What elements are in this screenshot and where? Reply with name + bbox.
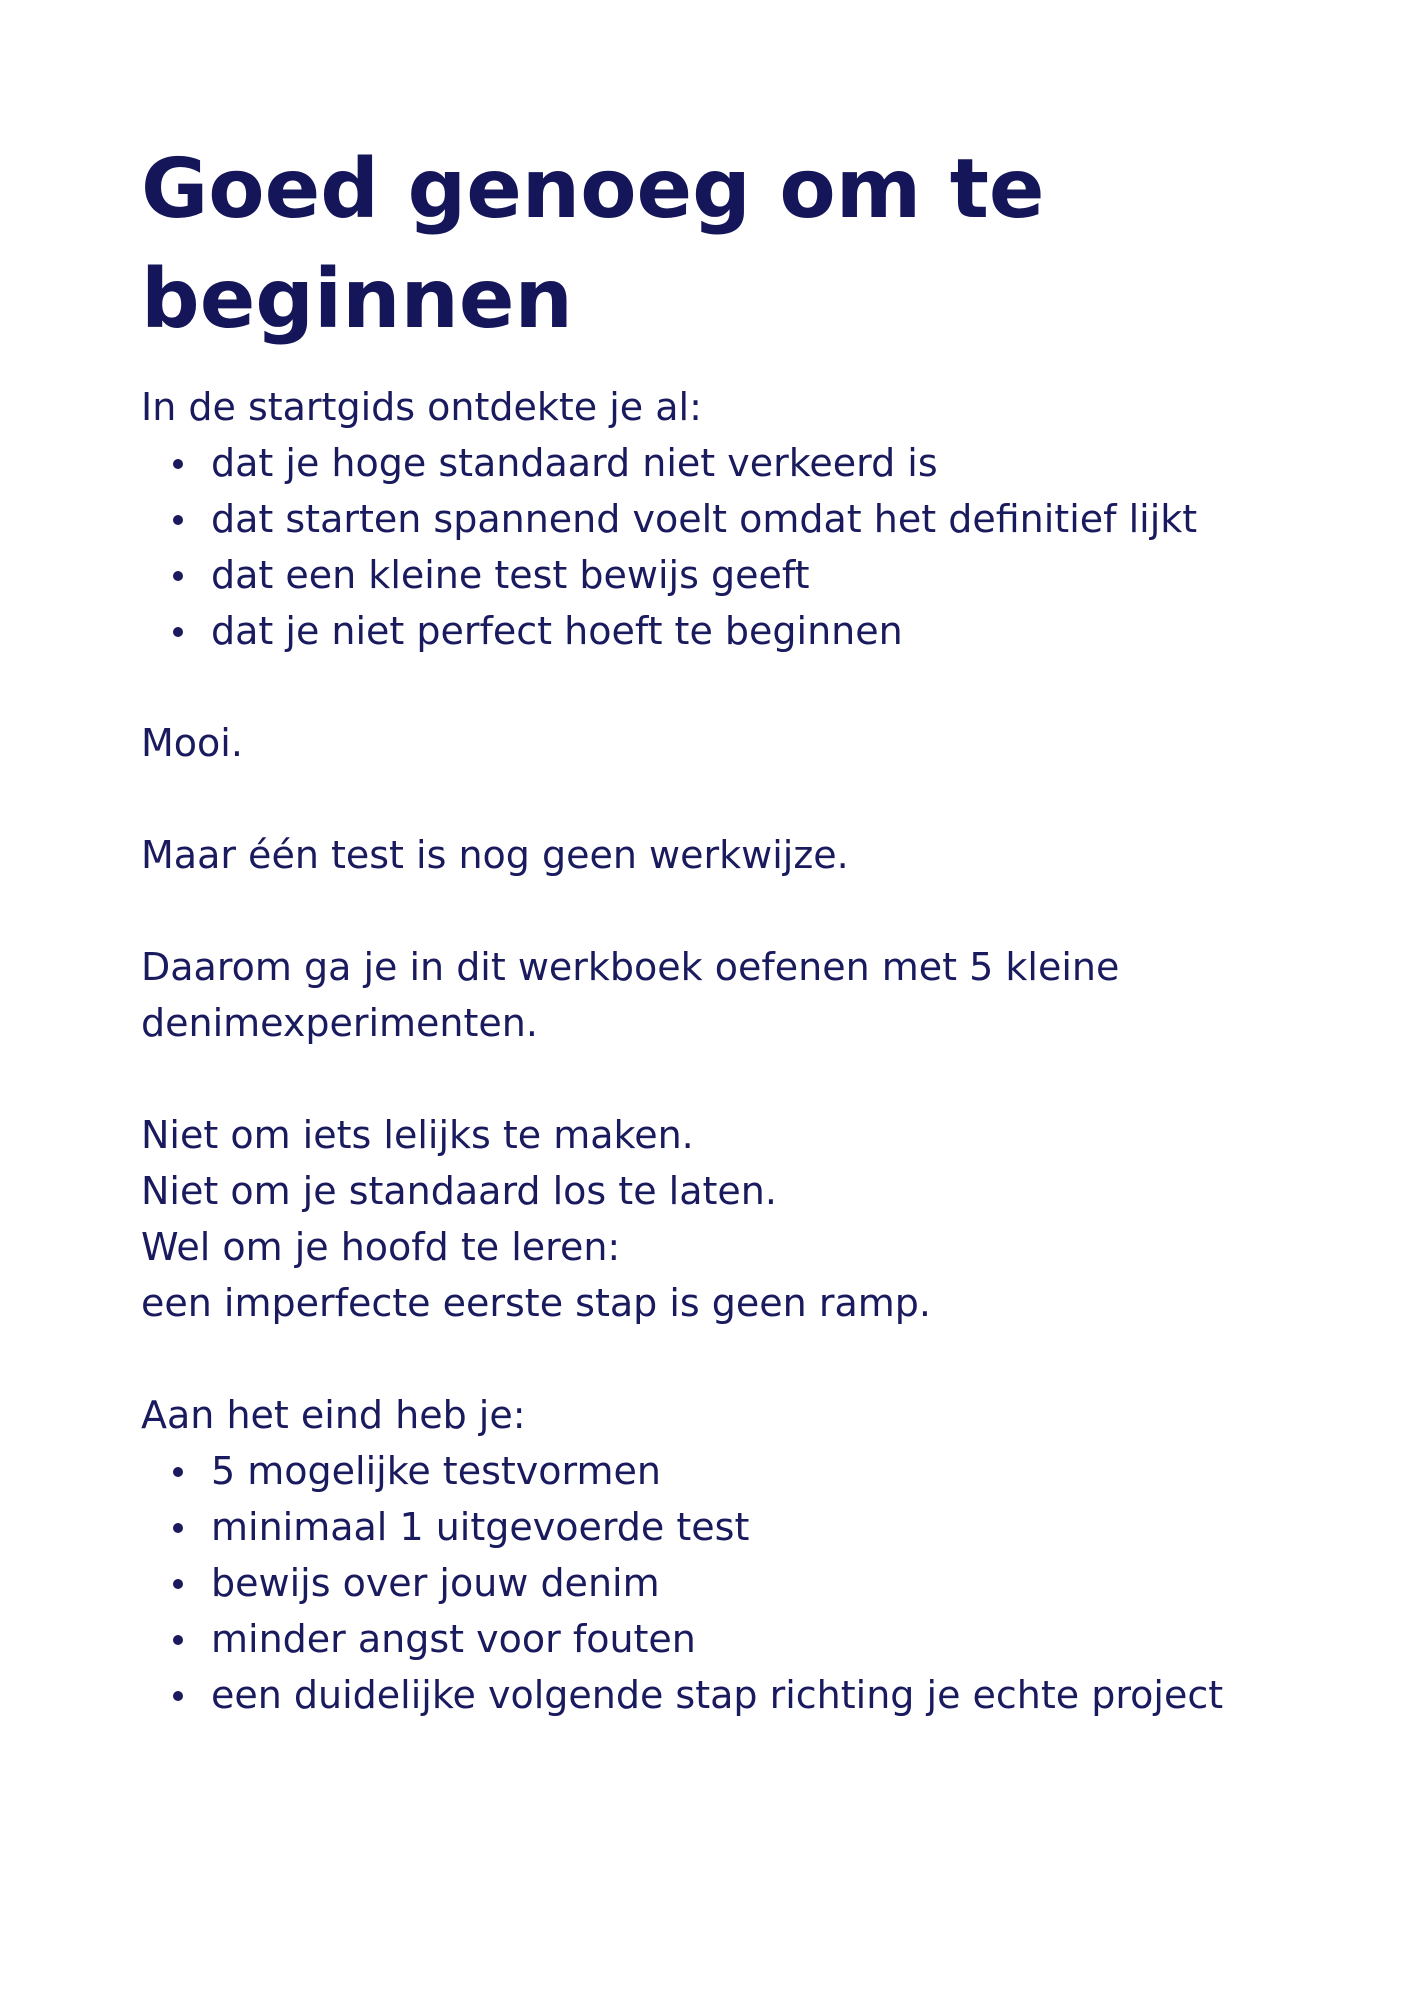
purpose-line: Niet om iets lelijks te maken. xyxy=(141,1113,694,1157)
purpose-line: Niet om je standaard los te laten. xyxy=(141,1169,777,1213)
maar-text: Maar één test is nog geen werkwijze. xyxy=(141,833,849,877)
document-page xyxy=(141,135,1301,1723)
bullet-icon xyxy=(173,1579,183,1589)
mooi-text: Mooi. xyxy=(141,721,243,765)
list-item: dat starten spannend voelt omdat het definitief lijkt xyxy=(141,491,1301,547)
bullet-icon xyxy=(173,515,183,525)
list-item: dat je niet perfect hoeft te beginnen xyxy=(141,603,1301,659)
bullet-icon xyxy=(173,1523,183,1533)
page-title: Goed genoeg om te beginnen xyxy=(141,142,1045,347)
bullet-icon xyxy=(173,1467,183,1477)
bullet-icon xyxy=(173,571,183,581)
bullet-icon xyxy=(173,459,183,469)
list-item: minimaal 1 uitgevoerde test xyxy=(141,1499,1301,1555)
list-item: minder angst voor fouten xyxy=(141,1611,1301,1667)
outcome-list xyxy=(141,1443,1301,1723)
bullet-icon xyxy=(173,1691,183,1701)
list-item: een duidelijke volgende stap richting je echte project xyxy=(141,1667,1241,1723)
list-item: dat je hoge standaard niet verkeerd is xyxy=(141,435,1301,491)
bullet-icon xyxy=(173,1635,183,1645)
bullet-icon xyxy=(173,627,183,637)
list-item: bewijs over jouw denim xyxy=(141,1555,1301,1611)
list-item: 5 mogelijke testvormen xyxy=(141,1443,1301,1499)
intro-text: In de startgids ontdekte je al: xyxy=(141,385,702,429)
discovered-list xyxy=(141,435,1301,659)
list-item: dat een kleine test bewijs geeft xyxy=(141,547,1301,603)
purpose-line: een imperfecte eerste stap is geen ramp. xyxy=(141,1281,931,1325)
daarom-text: Daarom ga je in dit werkboek oefenen met 5 kleine denimexperimenten. xyxy=(141,945,1120,1045)
purpose-line: Wel om je hoofd te leren: xyxy=(141,1225,621,1269)
outcome-intro: Aan het eind heb je: xyxy=(141,1393,526,1437)
